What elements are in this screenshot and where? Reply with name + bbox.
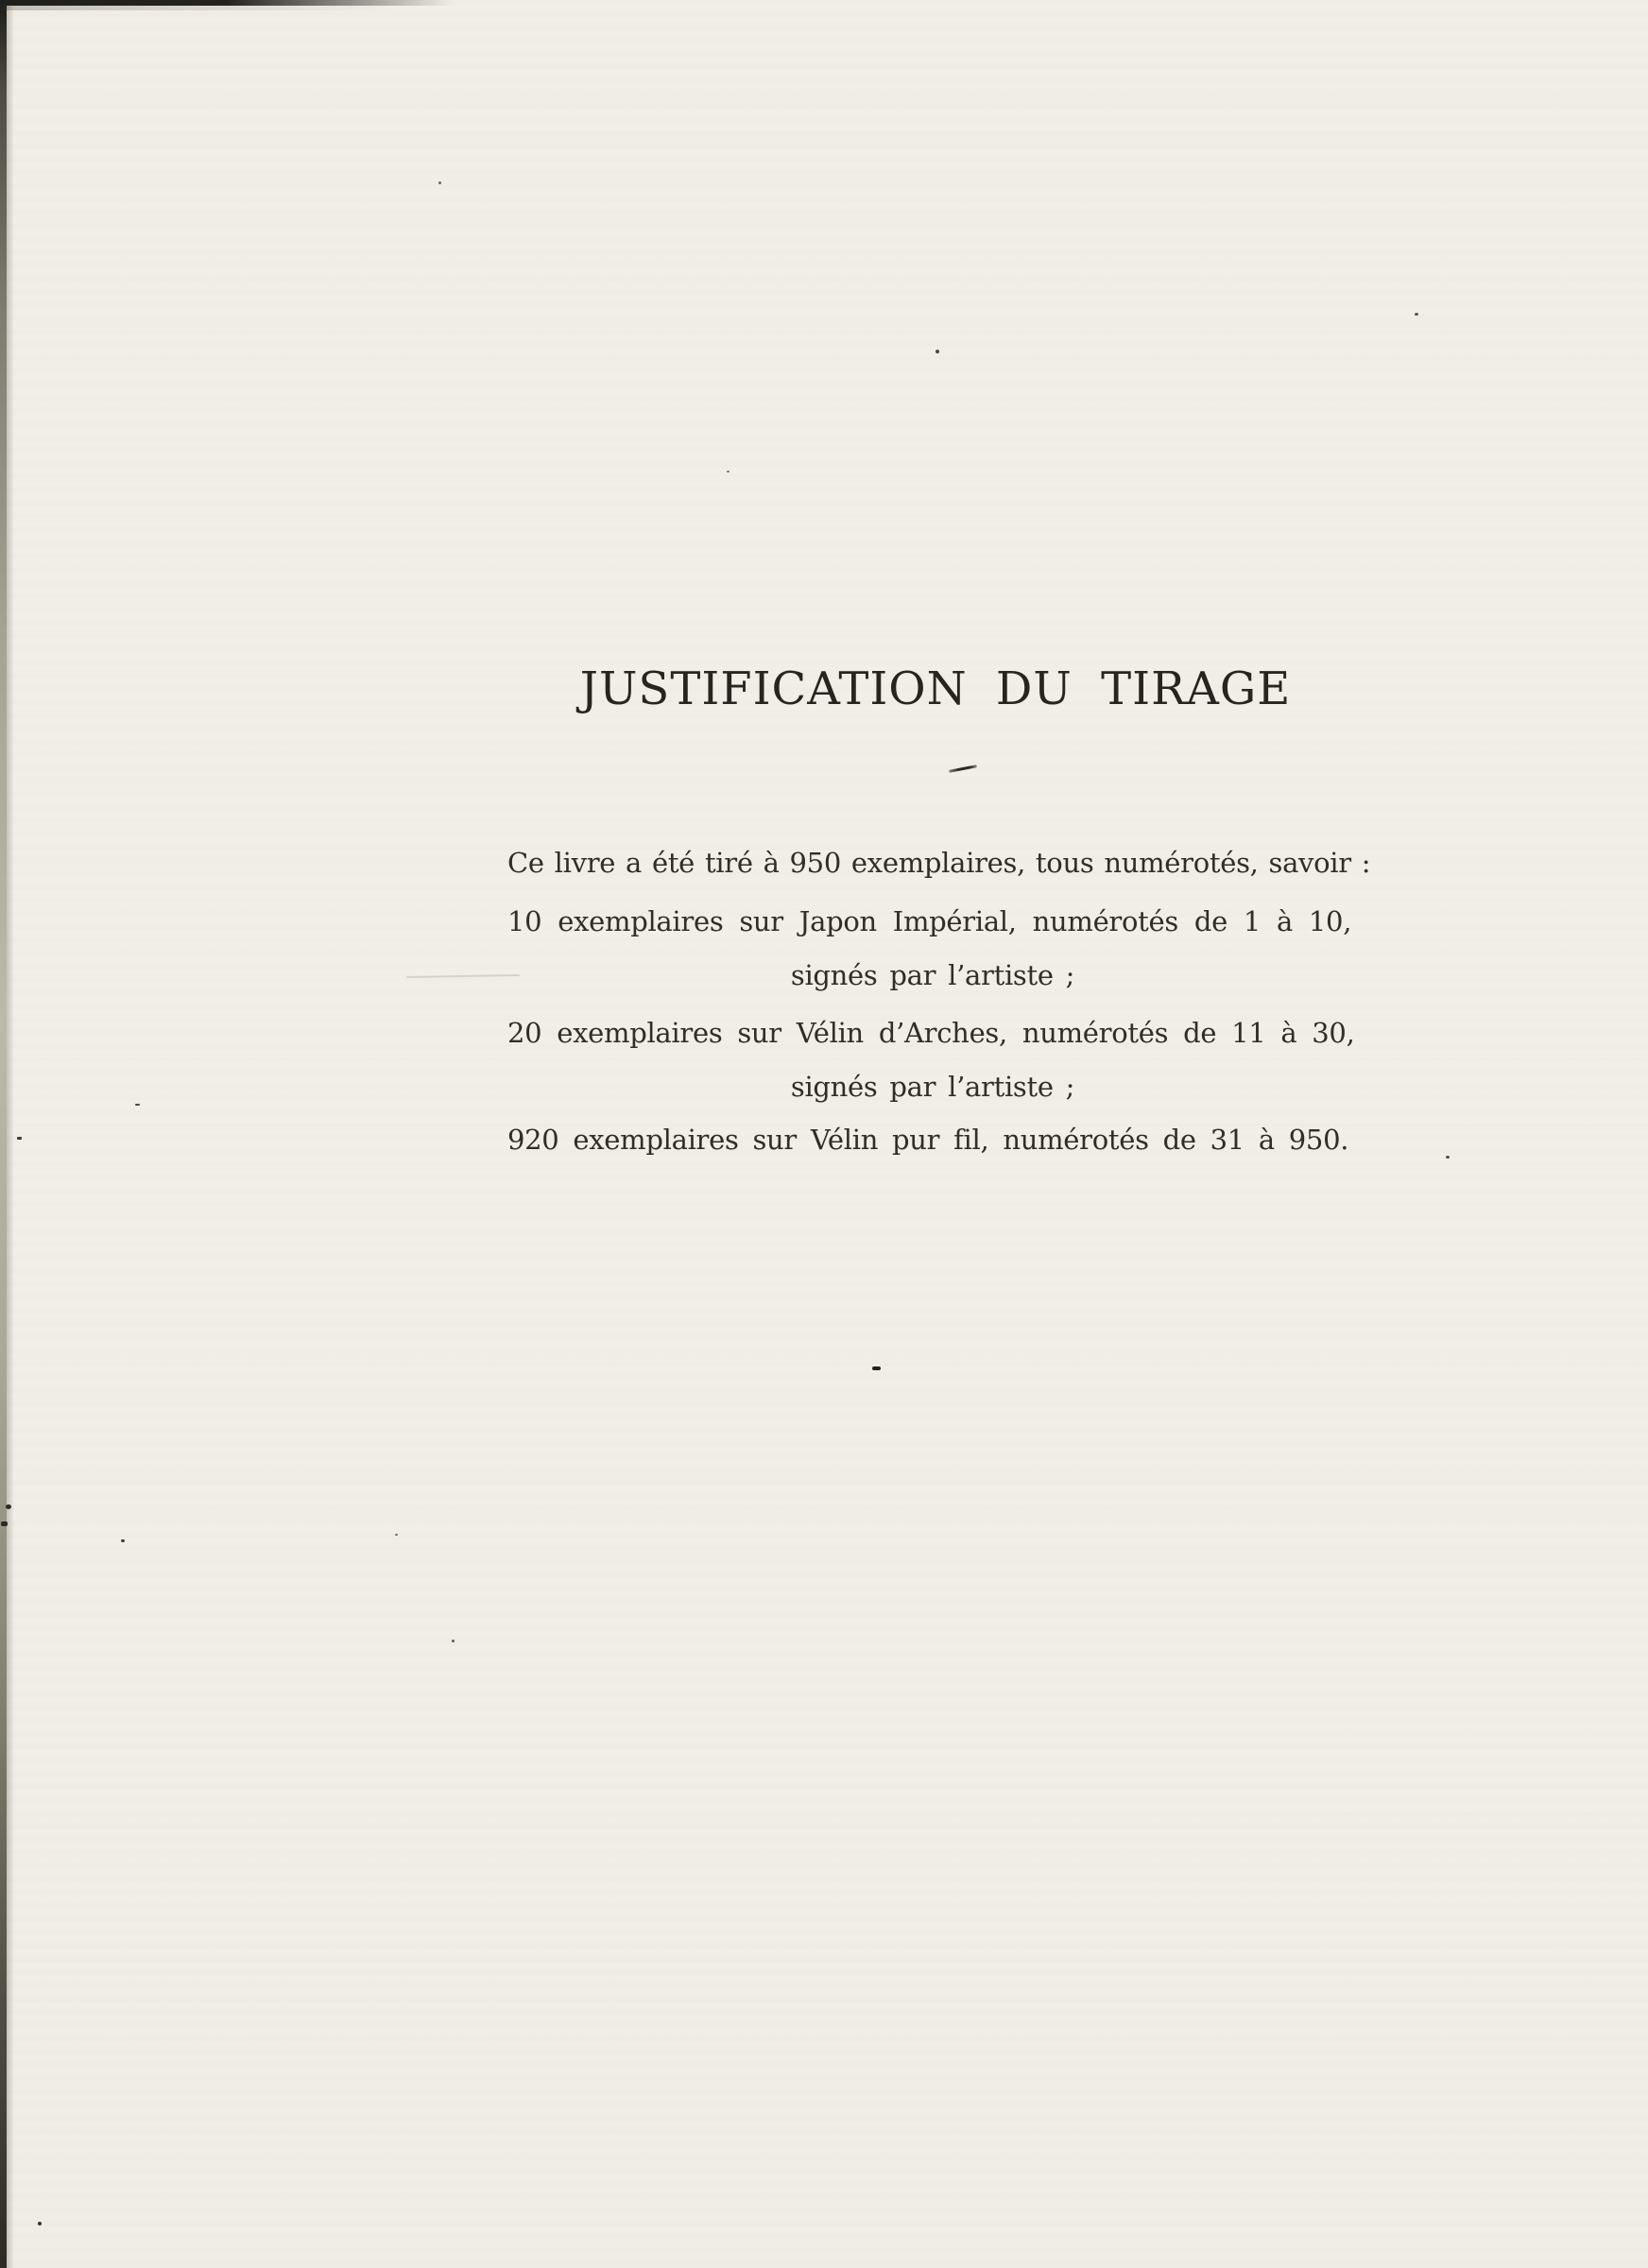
- colophon-line-total: Ce livre a été tiré à 950 exemplaires, tous numérotés, savoir :: [507, 847, 1371, 879]
- colophon-line-arches: 20 exemplaires sur Vélin d’Arches, numérotés de 11 à 30,: [507, 1017, 1355, 1049]
- dust-speck: [872, 1366, 881, 1370]
- tilde-flourish-mark: [949, 765, 977, 773]
- colophon-line-velin: 920 exemplaires sur Vélin pur fil, numérotés de 31 à 950.: [507, 1124, 1349, 1156]
- colophon-line-japon: 10 exemplaires sur Japon Impérial, numérotés de 1 à 10,: [507, 905, 1352, 937]
- dust-speck: [1446, 1156, 1450, 1159]
- dust-speck: [1, 1521, 8, 1526]
- dust-speck: [438, 181, 441, 184]
- dust-speck: [135, 1104, 140, 1106]
- paper-crease: [406, 974, 520, 978]
- scan-edge-left: [0, 0, 7, 2268]
- dust-speck: [6, 1504, 11, 1509]
- scan-edge-left-shadow: [7, 0, 14, 2268]
- dust-speck: [452, 1640, 455, 1642]
- colophon-line-signed-2: signés par l’artiste ;: [790, 1071, 1075, 1103]
- dust-speck: [727, 471, 730, 472]
- scan-edge-top-shadow: [0, 6, 416, 10]
- dust-speck: [395, 1534, 398, 1536]
- dust-speck: [936, 350, 939, 353]
- dust-speck: [121, 1539, 125, 1542]
- dust-speck: [1415, 313, 1418, 316]
- dust-speck: [38, 2222, 42, 2225]
- dust-speck: [17, 1137, 22, 1140]
- page-title: JUSTIFICATION DU TIRAGE: [579, 662, 1292, 715]
- colophon-line-signed-1: signés par l’artiste ;: [790, 959, 1075, 991]
